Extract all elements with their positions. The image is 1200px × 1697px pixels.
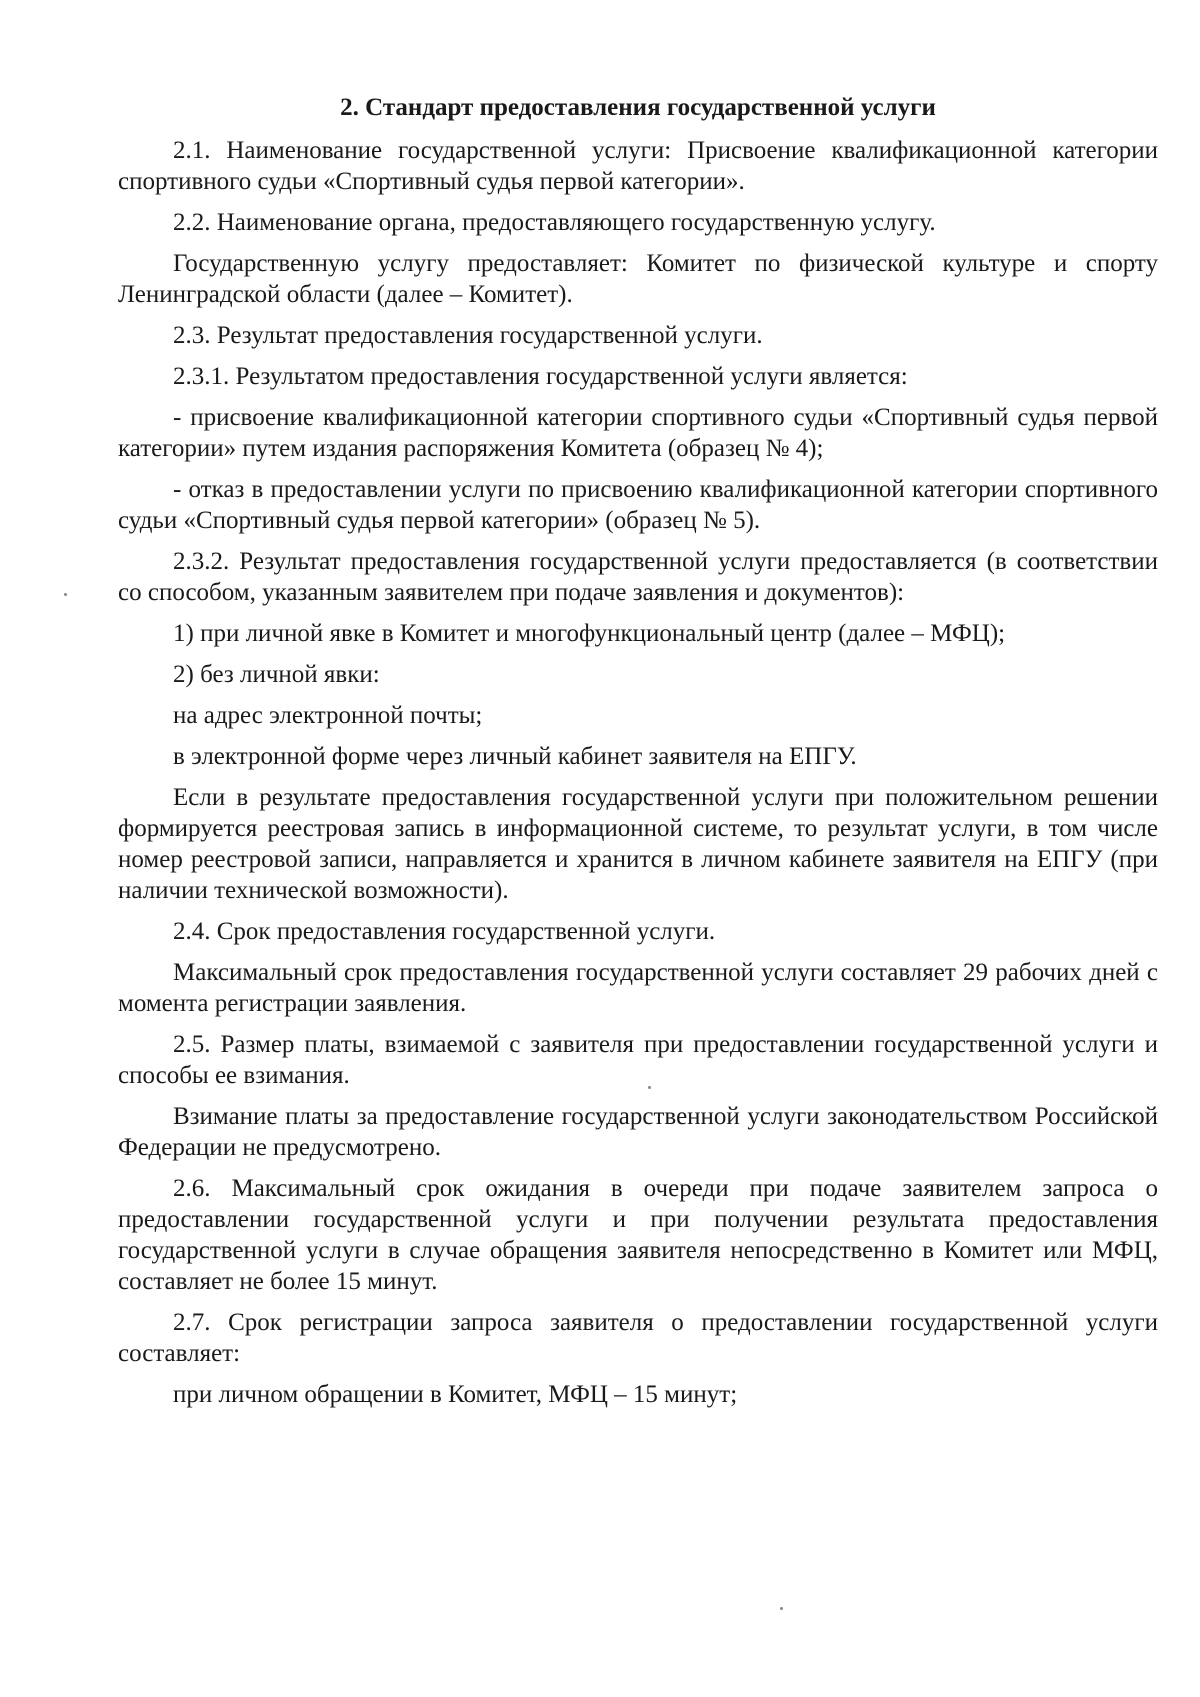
scan-speck: [648, 1086, 651, 1089]
paragraph-2-2-body: Государственную услугу предоставляет: Комитет по физической культуре и спорту Ленинградской области (далее – Комитет).: [118, 250, 1158, 308]
list-item-email: на адрес электронной почты;: [173, 702, 483, 729]
paragraph-2-4: 2.4. Срок предоставления государственной услуги.: [173, 918, 716, 945]
scan-speck: [780, 1607, 783, 1610]
paragraph-2-1: 2.1. Наименование государственной услуги: Присвоение квалификационной категории спортивного судьи «Спортивный судья первой категории».: [118, 137, 1158, 195]
list-item-remote: 2) без личной явки:: [173, 661, 380, 688]
document-body: [118, 92, 1158, 1420]
paragraph-2-2: 2.2. Наименование органа, предоставляющего государственную услугу.: [173, 209, 936, 236]
paragraph-2-3: 2.3. Результат предоставления государственной услуги.: [173, 322, 763, 349]
paragraph-2-6: 2.6. Максимальный срок ожидания в очереди при подаче заявителем запроса о предоставлении государственной услуги и при получении результата предоставления государственной услуги в случае обращения заявителя непосредственно в Комитет или МФЦ, составляет не более 15 минут.: [118, 1175, 1158, 1295]
paragraph-2-3-2: 2.3.2. Результат предоставления государственной услуги предоставляется (в соответствии со способом, указанным заявителем при подаче заявления и документов):: [118, 548, 1158, 606]
paragraph-2-7: 2.7. Срок регистрации запроса заявителя о предоставлении государственной услуги составляет:: [118, 1309, 1158, 1367]
list-item-in-person: 1) при личной явке в Комитет и многофункциональный центр (далее – МФЦ);: [173, 620, 1006, 647]
section-heading: 2. Стандарт предоставления государственной услуги: [340, 94, 936, 121]
list-item-in-person-registration: при личном обращении в Комитет, МФЦ – 15 минут;: [173, 1381, 738, 1408]
scan-speck: [64, 593, 67, 596]
list-item-result-refuse: - отказ в предоставлении услуги по присвоению квалификационной категории спортивного судьи «Спортивный судья первой категории» (образец № 5).: [118, 476, 1158, 534]
list-item-epgu: в электронной форме через личный кабинет заявителя на ЕПГУ.: [173, 743, 857, 770]
paragraph-2-5: 2.5. Размер платы, взимаемой с заявителя при предоставлении государственной услуги и способы ее взимания.: [118, 1031, 1158, 1089]
paragraph-registry-note: Если в результате предоставления государственной услуги при положительном решении формируется реестровая запись в информационной системе, то результат услуги, в том числе номер реестровой записи, направляется и хранится в личном кабинете заявителя на ЕПГУ (при наличии технической возможности).: [118, 784, 1158, 904]
paragraph-2-3-1: 2.3.1. Результатом предоставления государственной услуги является:: [173, 363, 908, 390]
paragraph-2-5-body: Взимание платы за предоставление государственной услуги законодательством Российской Федерации не предусмотрено.: [118, 1103, 1158, 1161]
paragraph-2-4-body: Максимальный срок предоставления государственной услуги составляет 29 рабочих дней с момента регистрации заявления.: [118, 959, 1158, 1017]
list-item-result-assign: - присвоение квалификационной категории спортивного судьи «Спортивный судья первой категории» путем издания распоряжения Комитета (образец № 4);: [118, 404, 1158, 462]
